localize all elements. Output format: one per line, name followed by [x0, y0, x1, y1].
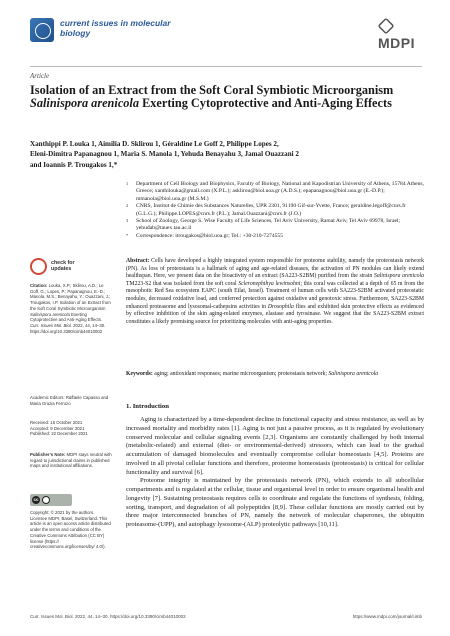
check-updates-icon — [30, 258, 47, 275]
abstract-text: ; this coral was collected at a depth of 65 m from the mesophotic Red Sea ecosystem EAPC (south Eilat, Israel). Treatment of human cells with SA223-S2BM activated proteostatic modules, decreased oxidative load, and conferred protection against oxidative and genotoxic stress. Furthermore, SA223-S2BM enhanced proteasome and lysosomal-cathepsins activities in — [126, 280, 424, 310]
keywords-label: Keywords: — [126, 371, 153, 377]
introduction-body — [126, 416, 424, 530]
paragraph: Proteome integrity is maintained by the proteostasis network (PN), which extends to all subcellular compartments and is regulated at the cellular, tissue and organismal level in order to ensure organismal health and longevity [7]. Sustaining proteostasis requires cells to coordinate and regulate the functions of synthesis, folding, sorting, transport, and degradation of all polypeptides [8,9]. These cellular functions are mostly carried out by three major interconnected branches of PN, namely the network of molecular chaperones, the ubiquitin proteasome-(UPP), and autophagy lysosome-(ALP) proteolytic pathways [10,11]. — [126, 477, 424, 528]
affiliation-1 — [126, 181, 426, 203]
journal-name: current issues in molecular biology — [60, 18, 171, 38]
citation-text: Louka, X.P.; Sklirou, A.D.; Le Goff, G.; Lopes, P.; Papanagnou, E.-D.; Manola, M.S.; Benayahu, Y.; Ouazzani, J.; Trougakos, I.P. Isolation of an Extract from the Soft Coral Symbiotic Microorganism — [30, 283, 111, 311]
abstract — [126, 258, 424, 326]
cc-icon: cc — [33, 497, 39, 502]
citation-italic: Salinispora arenicola — [30, 311, 70, 317]
mdpi-logo: MDPI — [378, 18, 422, 36]
paragraph: Aging is characterized by a time-dependent decline in functional capacity and stress resistance, as well as by increased mortality and morbidity rates [1]. Aging is not just a passive process, as it is regulated by evolutionary conserved molecular and cellular signaling events [2,3]. Organisms are constantly challenged by both internal (metabolic-related) and external (diet- or environmental-derived) stressors, which can lead to the gradual accumulation of damaged biomolecules and eventually compromise cellular homeostasis [4,5]. Proteins are involved in all pivotal cellular functions and therefore, proteome homeostasis (proteostasis) is critical for cellular functionality and survival [6]. — [126, 416, 424, 476]
header-divider — [30, 66, 422, 67]
affiliations — [126, 181, 426, 240]
affiliation-2 — [126, 203, 426, 218]
page-footer — [30, 614, 422, 619]
publisher-note-label: Publisher’s Note: — [30, 452, 66, 457]
title-part-pre: Isolation of an Extract from the Soft Coral Symbiotic Microorganism — [30, 83, 394, 97]
citation-doi[interactable]: 2022, 44, 14–30. https://doi.org/10.3390/cimb44010002 — [30, 322, 106, 334]
abstract-text: Cells have developed a highly integrated system responsible for proteome stability, namely the proteostasis network (PN). As loss of proteostasis is a hallmark of aging and age-related diseases, the activation of PN modules can likely extend healthspan. Here, we present data on the bioactivity of an extract (SA223-S2BM) purified from the strain — [126, 258, 424, 280]
abstract-italic: Salinispora arenicola — [373, 273, 424, 280]
affiliation-number: 1 — [126, 181, 129, 186]
check-updates-line1: check for — [51, 260, 75, 266]
abstract-label: Abstract: — [126, 258, 150, 264]
section-heading: 1. Introduction — [126, 403, 169, 410]
author-line-2: Eleni-Dimitra Papanagnou 1, Maria S. Manola 1, Yehuda Benayahu 3, Jamal Ouazzani 2 — [30, 150, 299, 159]
affiliation-number: 2 — [126, 203, 129, 209]
citation-block — [30, 283, 112, 334]
citation-journal: Curr. Issues Mol. Biol. — [30, 322, 72, 328]
affiliation-3 — [126, 218, 426, 233]
date-published: Published: 22 December 2021 — [30, 431, 88, 437]
check-for-updates-button[interactable] — [30, 258, 90, 278]
abstract-text: TM223-S2 that was isolated from the soft coral — [126, 280, 239, 287]
author-list — [30, 139, 425, 170]
correspondence-text: Correspondence: itrougakos@biol.uoa.gr; Tel.: +30-210-7274555 — [136, 232, 284, 239]
citation-label: Citation: — [30, 283, 48, 288]
footer-journal-link[interactable]: https://www.mdpi.com/journal/cimb — [352, 614, 422, 619]
cc-license-badge[interactable] — [30, 494, 72, 506]
citation-text: Exerting Cytoprotective and Anti-Aging Effects. — [30, 311, 103, 323]
academic-editors: Academic Editors: Raffaele Capasso and Maria Grazia Ferruzo — [30, 395, 109, 406]
copyright-license: Copyright: © 2021 by the authors. Licensee MDPI, Basel, Switzerland. This article is an open access article distributed under the terms and conditions of the Creative Commons Attribution (CC BY) license (https:// creativecommons.org/licenses/by/ 4.0/). — [30, 510, 111, 550]
affiliation-text: School of Zoology, George S. Wise Faculty of Life Sciences, Tel Aviv University, Ramat Aviv, Tel Aviv 69978, Israel; yehudab@tauex.tau.ac.il — [136, 218, 401, 232]
title-part-italic: Salinispora arenicola — [30, 96, 139, 110]
affiliation-number: 3 — [126, 218, 129, 224]
date-received: Received: 15 October 2021 — [30, 420, 83, 425]
footer-citation: Curr. Issues Mol. Biol. 2022, 44, 14–30. https://doi.org/10.3390/cimb44010002 — [30, 614, 186, 619]
journal-logo-icon — [30, 18, 54, 42]
author-line-3: and Ioannis P. Trougakos 1,* — [30, 160, 118, 169]
keywords-italic: Salinispora arenicola — [328, 371, 379, 377]
affiliation-text: Department of Cell Biology and Biophysics, Faculty of Biology, National and Kapodistrian University of Athens, 15784 Athens, Greece; xanthilouka@gmail.com (X.P.L.); asklirou@biol.uoa.gr (A.D.S.); epapanagnou@biol.uoa.gr (E.-D.P.); mmanola@biol.uoa.gr (M.S.M.) — [136, 181, 424, 202]
abstract-italic: Scleronephthya lewinsohni — [238, 280, 301, 287]
dates-block — [30, 420, 112, 437]
publisher-note — [30, 452, 112, 469]
article-type: Article — [30, 72, 50, 80]
correspondence — [126, 233, 426, 240]
keywords — [126, 371, 424, 379]
title-part-post: Exerting Cytoprotective and Anti-Aging Effects — [139, 96, 392, 110]
keywords-text: aging; antioxidant responses; marine microorganism; proteostasis network; — [152, 371, 329, 377]
check-updates-label — [51, 260, 75, 273]
by-icon — [42, 496, 50, 504]
publisher-note-text: MDPI stays neutral with regard to jurisdictional claims in published maps and institutional affiliations. — [30, 452, 112, 469]
article-title — [30, 84, 425, 110]
abstract-text: flies and exhibited skin protective effects as evidenced by effective inhibition of the skin aging-related enzymes, elastase and tyrosinase. We suggest that the SA223-S2BM extract constitutes a likely promising source for prioritizing molecules with anti-aging properties. — [126, 303, 424, 325]
author-line-1: Xanthippi P. Louka 1, Aimilia D. Sklirou 1, Géraldine Le Goff 2, Philippe Lopes 2, — [30, 140, 279, 148]
affiliation-number: * — [126, 232, 129, 238]
affiliation-text: CNRS, Institut de Chimie des Substances Naturelles, UPR 2301, 91190 Gif-sur-Yvette, France; geraldine.legoff@cnrs.fr (G.L.G.); Philippe.LOPES@cnrs.fr (P.L.); Jamal.Ouazzani@cnrs.fr (J.O.) — [136, 203, 406, 217]
abstract-italic: Drosophila — [267, 303, 294, 310]
check-updates-line2: updates — [51, 266, 72, 273]
date-accepted: Accepted: 9 December 2021 — [30, 425, 85, 431]
